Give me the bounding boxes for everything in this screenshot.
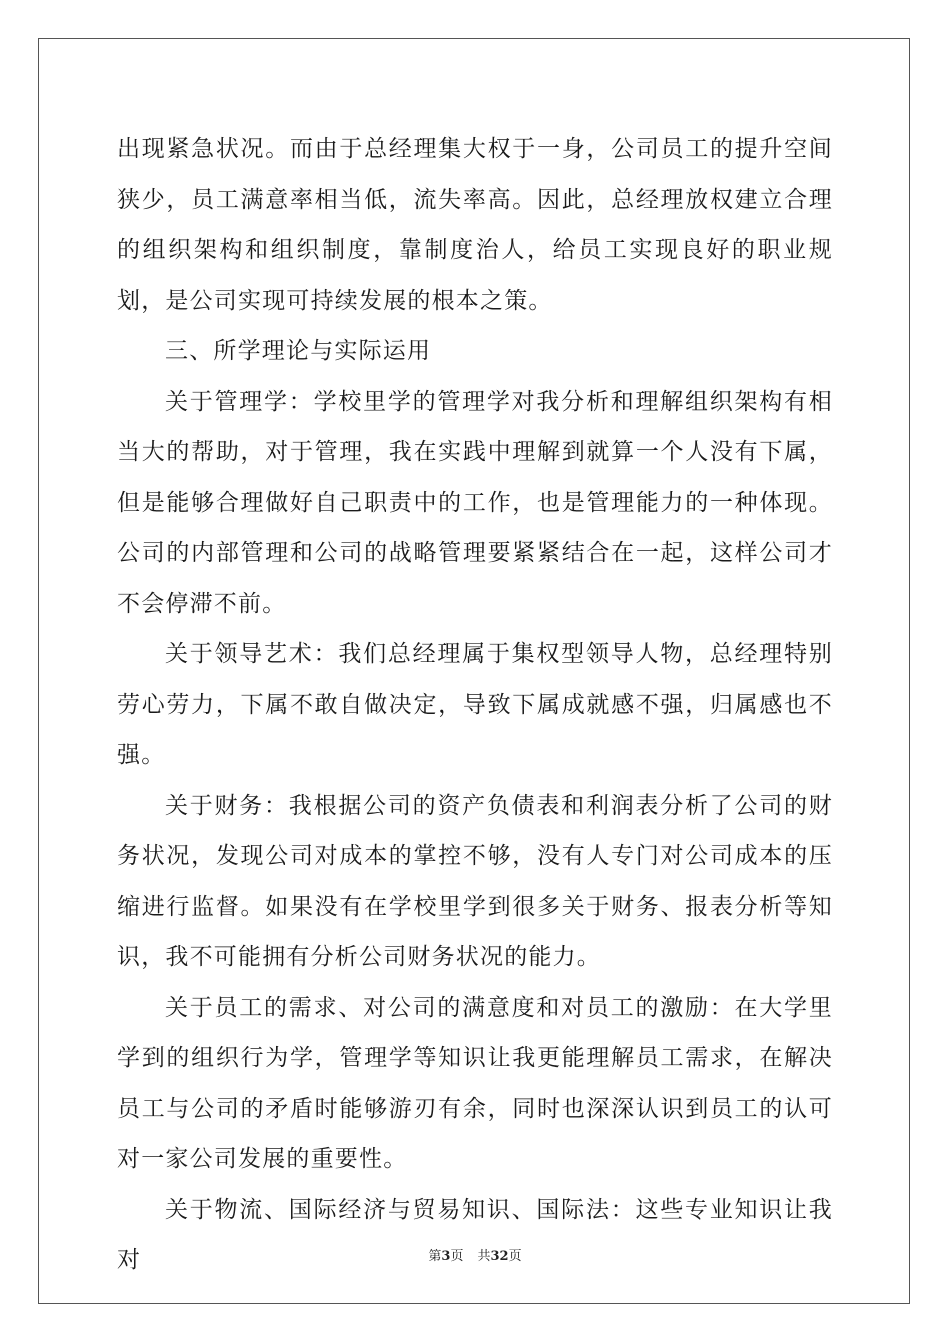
page-footer [0,1245,950,1264]
paragraph-continuation: 出现紧急状况。而由于总经理集大权于一身，公司员工的提升空间狭少，员工满意率相当低，流失率高。因此，总经理放权建立合理的组织架构和组织制度，靠制度治人，给员工实现良好的职业规划，是公司实现可持续发展的根本之策。 [117,136,833,314]
total-unit: 页 [508,1249,522,1264]
current-page-number: 3 [441,1249,451,1264]
total-page-count: 32 [490,1249,509,1264]
section-heading: 三、所学理论与实际运用 [165,338,432,364]
paragraph-employee-needs: 关于员工的需求、对公司的满意度和对员工的激励：在大学里学到的组织行为学，管理学等知识让我更能理解员工需求，在解决员工与公司的矛盾时能够游刃有余，同时也深深认识到员工的认可对一家公司发展的重要性。 [117,994,833,1172]
paragraph-management: 关于管理学：学校里学的管理学对我分析和理解组织架构有相当大的帮助，对于管理，我在实践中理解到就算一个人没有下属，但是能够合理做好自己职责中的工作，也是管理能力的一种体现。公司的内部管理和公司的战略管理要紧紧结合在一起，这样公司才不会停滞不前。 [117,388,833,617]
paragraph-finance: 关于财务：我根据公司的资产负债表和利润表分析了公司的财务状况，发现公司对成本的掌控不够，没有人专门对公司成本的压缩进行监督。如果没有在学校里学到很多关于财务、报表分析等知识，我不可能拥有分析公司财务状况的能力。 [117,792,833,970]
total-prefix: 共 [477,1249,491,1264]
page-unit: 页 [450,1249,464,1264]
paragraph-leadership: 关于领导艺术：我们总经理属于集权型领导人物，总经理特别劳心劳力，下属不敢自做决定，导致下属成就感不强，归属感也不强。 [117,641,833,768]
page-prefix: 第 [428,1249,442,1264]
document-body [117,124,833,1286]
paragraph-logistics: 关于物流、国际经济与贸易知识、国际法：这些专业知识让我对 [117,1196,833,1273]
